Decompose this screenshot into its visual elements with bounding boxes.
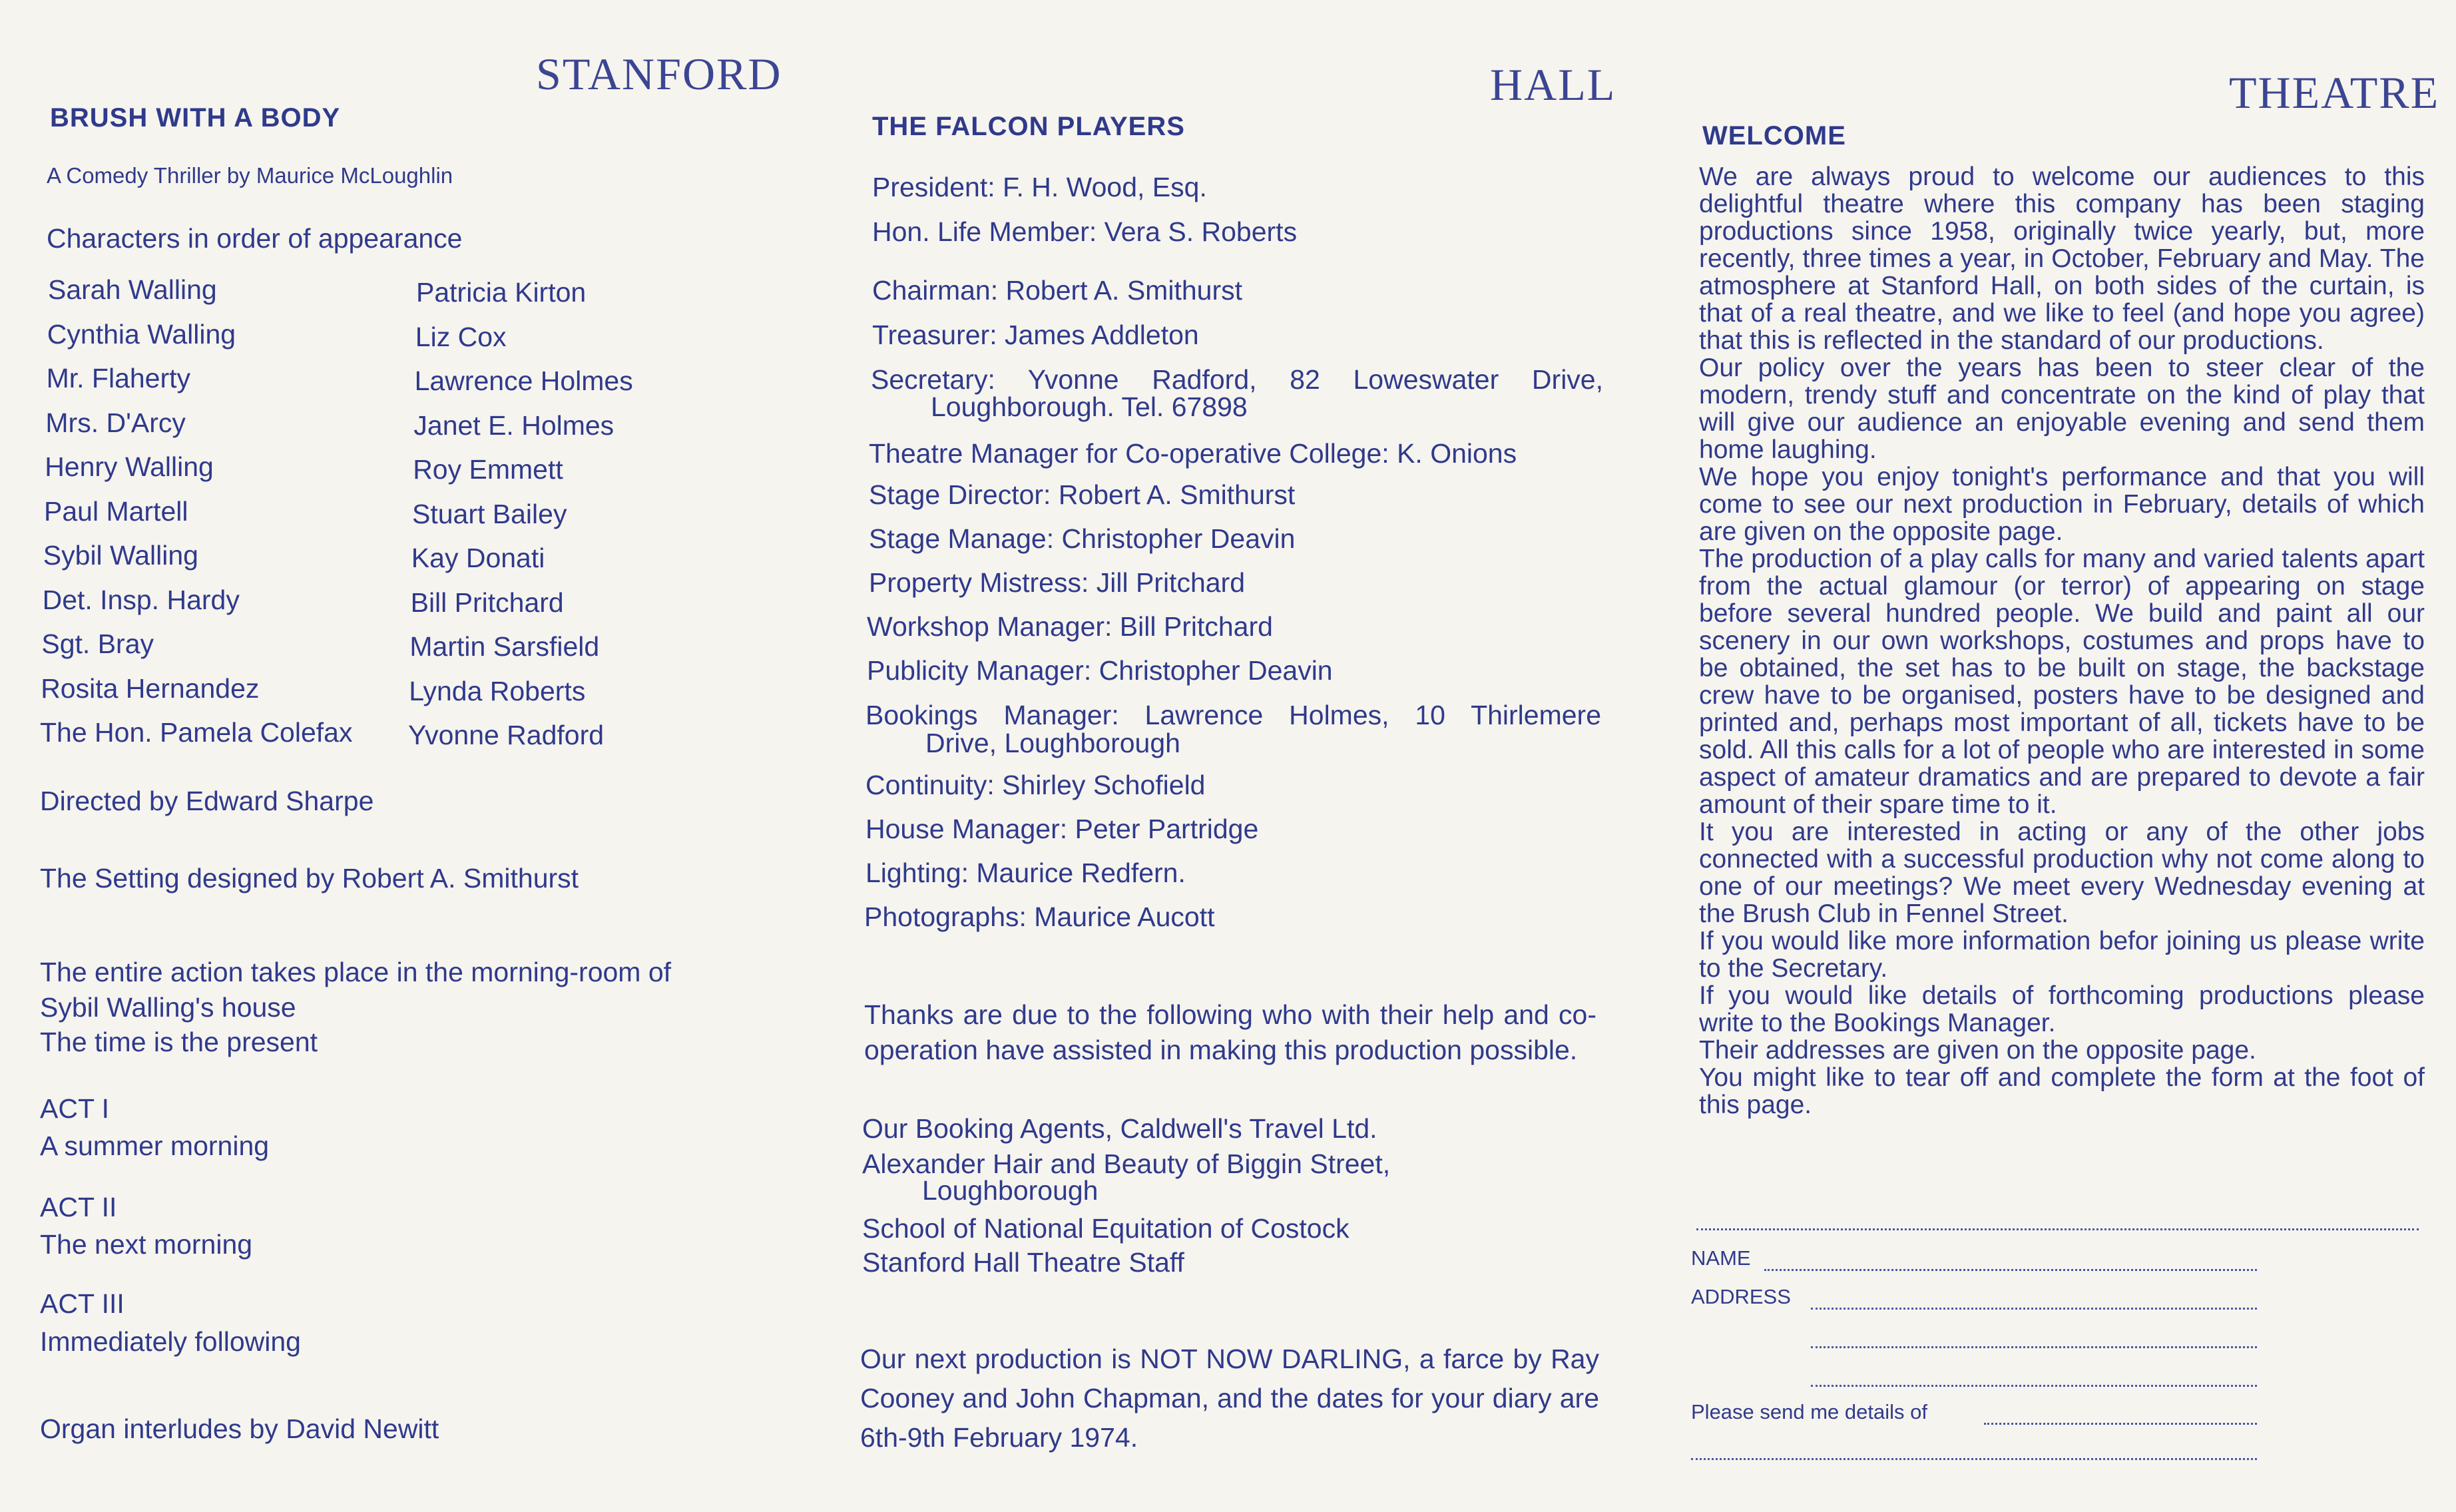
chairman: Chairman: Robert A. Smithurst: [872, 275, 1242, 306]
cast-role: Henry Walling: [45, 451, 214, 482]
characters-heading: Characters in order of appearance: [47, 223, 463, 254]
welcome-column: [1691, 0, 2427, 1512]
welcome-paragraph: We are always proud to welcome our audiences to this delightful theatre where this company has been staging productions since 1958, originally twice yearly, but, more recently, three times a year, in October, February and May. The atmosphere at Stanford Hall, on both sides of the curtain, is that of a real theatre, and we like to feel (and hope you agree) that this is reflected in the standard of our productions.: [1699, 162, 2425, 355]
address-field-3[interactable]: [1811, 1385, 2257, 1387]
cast-role: Det. Insp. Hardy: [42, 584, 240, 615]
thanks-paragraph: Thanks are due to the following who with their help and co-operation have assisted in making this production possible.: [864, 999, 1596, 1065]
property-mistress: Property Mistress: Jill Pritchard: [869, 567, 1246, 598]
act-2-desc: The next morning: [40, 1229, 253, 1260]
bookings-line-1: Bookings Manager: Lawrence Holmes, 10 Thirlemere: [865, 700, 1601, 730]
cast-role: Paul Martell: [44, 495, 188, 527]
setting-credit: The Setting designed by Robert A. Smithurst: [40, 863, 579, 893]
stage-manage: Stage Manage: Christopher Deavin: [869, 523, 1296, 554]
act-1-desc: A summer morning: [40, 1131, 270, 1161]
details-field[interactable]: [1984, 1423, 2257, 1425]
company-column: [859, 0, 1604, 1512]
welcome-paragraph: If you would like more information befor joining us please write to the Secretary.: [1699, 927, 2425, 983]
cast-role: Cynthia Walling: [47, 318, 236, 350]
workshop-manager: Workshop Manager: Bill Pritchard: [867, 611, 1273, 642]
cast-actor: Kay Donati: [411, 543, 545, 573]
cast-actor: Martin Sarsfield: [409, 631, 600, 662]
secretary-line-1: Secretary: Yvonne Radford, 82 Loweswater Drive,: [871, 364, 1603, 395]
continuity: Continuity: Shirley Schofield: [865, 770, 1206, 800]
details-field-2[interactable]: [1691, 1458, 2257, 1460]
cast-actor: Roy Emmett: [413, 454, 563, 485]
header-stanford: STANFORD: [536, 49, 782, 99]
details-label: Please send me details of: [1691, 1400, 1927, 1423]
cast-actor: Lynda Roberts: [409, 675, 586, 706]
next-production: Our next production is NOT NOW DARLING, a farce by Ray Cooney and John Chapman, and the dates for your diary are 6th-9th February 1974.: [860, 1344, 1599, 1453]
equitation: School of National Equitation of Costock: [862, 1213, 1350, 1244]
action-line-2: Sybil Walling's house: [40, 992, 296, 1023]
president: President: F. H. Wood, Esq.: [872, 172, 1207, 202]
name-field[interactable]: [1764, 1269, 2257, 1271]
name-label: NAME: [1691, 1246, 1751, 1270]
act-3-name: ACT III: [40, 1288, 124, 1319]
welcome-paragraph: Our policy over the years has been to steer clear of the modern, trendy stuff and concentrate on the kind of play that will give our audience an enjoyable evening and send them home laughing.: [1699, 354, 2425, 464]
cast-actor: Yvonne Radford: [408, 720, 605, 750]
hon-life-member: Hon. Life Member: Vera S. Roberts: [872, 216, 1298, 247]
header-theatre: THEATRE: [2229, 67, 2440, 118]
cast-actor: Patricia Kirton: [416, 277, 587, 308]
company-title: THE FALCON PLAYERS: [872, 112, 1185, 141]
programme-cast-column: [37, 0, 796, 1512]
cast-role: Rosita Hernandez: [41, 672, 260, 704]
cast-role: Sarah Walling: [48, 274, 217, 305]
theatre-manager: Theatre Manager for Co-operative College: K. Onions: [869, 438, 1517, 469]
welcome-text: [1699, 163, 2425, 1119]
action-line-1: The entire action takes place in the morning-room of: [40, 957, 672, 987]
cast-role: Mrs. D'Arcy: [45, 407, 186, 438]
cast-actor: Lawrence Holmes: [414, 366, 633, 396]
address-field-1[interactable]: [1811, 1308, 2257, 1310]
cast-role: Sybil Walling: [43, 540, 198, 571]
welcome-paragraph: The production of a play calls for many and varied talents apart from the actual glamour (or terror) of appearing on stage before several hundred people. We build and paint all our scenery in our own workshops, costumes and props have to be obtained, the set has to be built on stage, the backstage crew have to be organised, posters have to be designed and printed and, perhaps most important of all, tickets have to be sold. All this calls for a lot of people who are interested in some aspect of amateur dramatics and are prepared to devote a fair amount of their spare time to it.: [1699, 545, 2425, 819]
act-1-name: ACT I: [40, 1093, 110, 1124]
header-hall: HALL: [1490, 59, 1616, 110]
cast-actor: Liz Cox: [415, 321, 507, 352]
address-label: ADDRESS: [1691, 1285, 1791, 1308]
hair-line-2: Loughborough: [922, 1175, 1099, 1206]
address-field-2[interactable]: [1811, 1346, 2257, 1348]
directed-by: Directed by Edward Sharpe: [40, 786, 374, 816]
welcome-paragraph: If you would like details of forthcoming productions please write to the Bookings Manager.: [1699, 981, 2425, 1037]
house-manager: House Manager: Peter Partridge: [865, 814, 1259, 844]
theatre-staff: Stanford Hall Theatre Staff: [862, 1247, 1184, 1278]
booking-agents: Our Booking Agents, Caldwell's Travel Ltd.: [862, 1113, 1377, 1144]
welcome-paragraph: You might like to tear off and complete the form at the foot of this page.: [1699, 1063, 2425, 1119]
cast-role: The Hon. Pamela Colefax: [40, 717, 353, 748]
cast-actor: Bill Pritchard: [410, 587, 564, 618]
play-title: BRUSH WITH A BODY: [50, 103, 341, 132]
secretary-line-2: Loughborough. Tel. 67898: [931, 391, 1248, 422]
publicity-manager: Publicity Manager: Christopher Deavin: [867, 655, 1333, 686]
treasurer: Treasurer: James Addleton: [872, 320, 1199, 350]
lighting: Lighting: Maurice Redfern.: [865, 858, 1186, 888]
act-3-desc: Immediately following: [40, 1326, 301, 1357]
bookings-line-2: Drive, Loughborough: [925, 728, 1180, 758]
welcome-title: WELCOME: [1702, 121, 1846, 150]
cast-role: Sgt. Bray: [41, 629, 154, 659]
organ-credit: Organ interludes by David Newitt: [40, 1413, 439, 1444]
time-line: The time is the present: [40, 1027, 318, 1057]
hair-line-1: Alexander Hair and Beauty of Biggin Street,: [862, 1148, 1391, 1179]
cast-role: Mr. Flaherty: [46, 363, 191, 393]
welcome-paragraph: Their addresses are given on the opposite page.: [1699, 1036, 2256, 1065]
welcome-paragraph: We hope you enjoy tonight's performance and that you will come to see our next production in February, details of which are given on the opposite page.: [1699, 463, 2425, 546]
act-2-name: ACT II: [40, 1192, 117, 1222]
photographs: Photographs: Maurice Aucott: [864, 901, 1215, 932]
cast-actor: Janet E. Holmes: [413, 409, 614, 441]
stage-director: Stage Director: Robert A. Smithurst: [869, 479, 1296, 510]
cast-actor: Stuart Bailey: [412, 498, 567, 529]
welcome-paragraph: It you are interested in acting or any of the other jobs connected with a successful production why not come along to one of our meetings? We meet every Wednesday evening at the Brush Club in Fennel Street.: [1699, 818, 2425, 928]
tear-off-line: [1696, 1228, 2419, 1230]
play-subtitle: A Comedy Thriller by Maurice McLoughlin: [47, 163, 453, 188]
